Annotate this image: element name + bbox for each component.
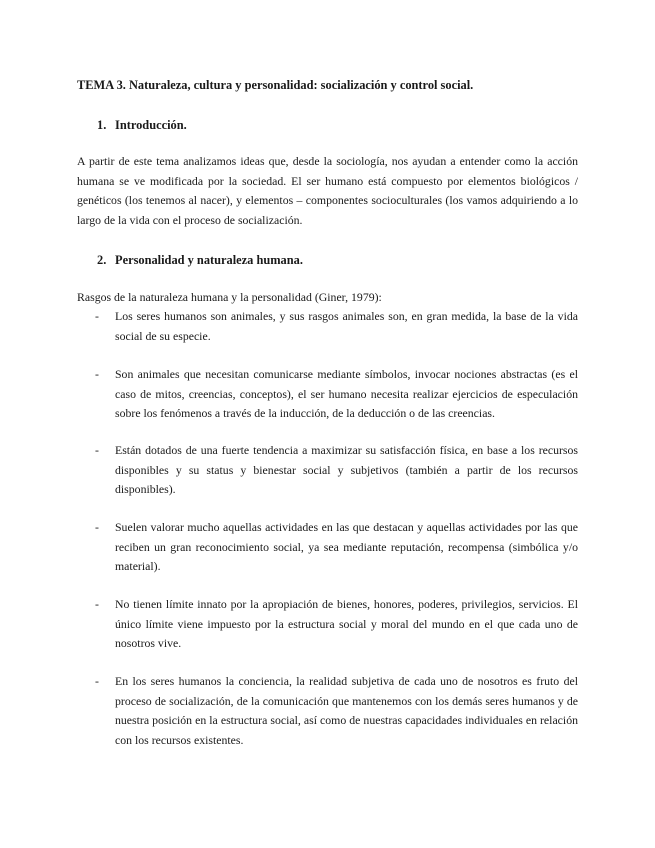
bullet-text: Los seres humanos son animales, y sus rasgos animales son, en gran medida, la base de la vida social de su especie. <box>115 309 578 343</box>
bullet-text: Suelen valorar mucho aquellas actividades en las que destacan y aquellas actividades por las que reciben un gran reconocimiento social, ya sea mediante reputación, recompensa (simbólica y/o material). <box>115 520 578 574</box>
bullet-dash: - <box>95 597 99 611</box>
bullet-text: En los seres humanos la conciencia, la realidad subjetiva de cada uno de nosotros es fruto del proceso de socialización, de la comunicación que mantenemos con los demás seres humanos y de nuestra posición en la estructura social, así como de nuestras capacidades individuales en relación con los recursos existentes. <box>115 674 578 747</box>
bullet-text: Están dotados de una fuerte tendencia a maximizar su satisfacción física, en base a los recursos disponibles y su status y bienestar social y subjetivos (también a partir de los recursos disponibles). <box>115 443 578 497</box>
bullet-dash: - <box>95 309 99 323</box>
bullet-dash: - <box>95 674 99 688</box>
section-number: 1. <box>97 118 107 132</box>
section-number: 2. <box>97 253 107 267</box>
bullet-dash: - <box>95 367 99 381</box>
section-title: Introducción. <box>115 118 187 132</box>
bullet-text: No tienen límite innato por la apropiación de bienes, honores, poderes, privilegios, servicios. El único límite viene impuesto por la estructura social y moral del mundo en el que cada uno de nosotros vive. <box>115 597 578 651</box>
section-title: Personalidad y naturaleza humana. <box>115 253 303 267</box>
bullet-dash: - <box>95 443 99 457</box>
document-title: TEMA 3. Naturaleza, cultura y personalidad: socialización y control social. <box>77 78 474 92</box>
lead-line: Rasgos de la naturaleza humana y la personalidad (Giner, 1979): <box>77 290 382 304</box>
bullet-text: Son animales que necesitan comunicarse mediante símbolos, invocar nociones abstractas (es el caso de mitos, creencias, conceptos), el ser humano necesita realizar ejercicios de especulación sobre los fenómenos a través de la inducción, de la deducción o de las creencias. <box>115 367 578 421</box>
intro-paragraph: A partir de este tema analizamos ideas que, desde la sociología, nos ayudan a entender como la acción humana se ve modificada por la sociedad. El ser humano está compuesto por elementos biológicos / genéticos (los tenemos al nacer), y elementos – componentes socioculturales (los vamos adquiriendo a lo largo de la vida con el proceso de socialización. <box>77 154 578 227</box>
bullet-dash: - <box>95 520 99 534</box>
